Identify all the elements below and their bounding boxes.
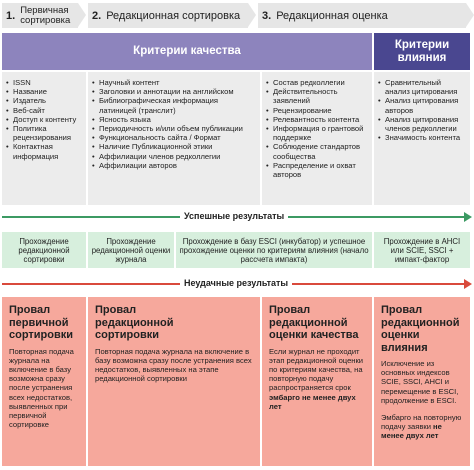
criteria-list-1: [6, 78, 82, 161]
impact-criteria-header: Критерии влияния: [374, 33, 470, 70]
failure-box-title: Провал редакционной сортировки: [95, 304, 174, 341]
criteria-item: • Заголовки и аннотации на английском: [92, 87, 256, 96]
criteria-item: • ISSN: [6, 78, 82, 87]
success-box-1: Прохождение редакционной сортировки: [2, 232, 86, 268]
criteria-list-4: [378, 78, 466, 142]
criteria-item: • Распределение и охват авторов: [266, 161, 368, 179]
failure-embargo-text: не менее двух лет: [381, 422, 442, 441]
step-1: [2, 3, 78, 28]
criteria-item: • Состав редколлегии: [266, 78, 368, 87]
failure-box-1: [2, 297, 86, 466]
step-3-label: Редакционная оценка: [276, 9, 388, 22]
criteria-item: • Аффилиации авторов: [92, 161, 256, 170]
criteria-column-1: [2, 72, 86, 205]
step-2: [88, 3, 248, 28]
criteria-item: • Значимость контента: [378, 133, 466, 142]
failure-box-title: Провал редакционной оценки влияния: [381, 304, 460, 354]
criteria-item: • Рецензирование: [266, 106, 368, 115]
failure-text-part: Эмбарго на повторную подачу заявки: [381, 413, 462, 432]
success-box-3: Прохождение в базу ESCI (инкубатор) и успешное прохождение оценки по критериям влияния (начало рассчета импакта): [176, 232, 372, 268]
criteria-item: • Издатель: [6, 96, 82, 105]
step-2-arrow: [248, 3, 256, 27]
criteria-item: • Доступ к контенту: [6, 115, 82, 124]
criteria-item: • Соблюдение стандартов сообщества: [266, 142, 368, 160]
step-1-label: Первичная сортировка: [20, 4, 71, 26]
failure-box-title: Провал редакционной оценки качества: [269, 304, 359, 341]
criteria-column-2: [88, 72, 260, 205]
failure-box-4: [374, 297, 470, 466]
quality-criteria-header: Критерии качества: [2, 33, 372, 70]
failure-text-part: Если журнал не проходит этап редакционной оценки по критериям качества, на повторную подачу распространяется срок: [269, 346, 364, 393]
success-box-2: Прохождение редакционной оценки журнала: [88, 232, 174, 268]
criteria-item: • Сравнительный анализ цитирования: [378, 78, 466, 96]
step-1-arrow: [78, 3, 86, 27]
failure-embargo-text: эмбарго не менее двух лет: [269, 392, 356, 411]
criteria-item: • Научный контент: [92, 78, 256, 87]
step-3: [258, 3, 466, 28]
step-3-arrow: [466, 3, 474, 27]
criteria-item: • Библиографическая информация латиницей (транслит): [92, 96, 256, 114]
criteria-item: • Действительность заявлений: [266, 87, 368, 105]
criteria-item: • Релевантность контента: [266, 115, 368, 124]
failure-box-text: Повторная подача журнала на включение в базу возможна сразу после устранения всех недостатков, выявленных на этапе редакционной сортировки: [95, 346, 252, 384]
success-title: Успешные результаты: [180, 211, 288, 221]
step-2-label: Редакционная сортировка: [106, 9, 241, 22]
step-3-number: 3.: [262, 9, 272, 22]
criteria-column-3: [262, 72, 372, 205]
criteria-item: • Наличие Публикационной этики: [92, 142, 256, 151]
failure-box-title: Провал первичной сортировки: [9, 304, 74, 341]
failure-box-text: Повторная подача журнала на включение в базу возможна сразу после устранения всех недостатков, выявленных при первичной сортировке: [9, 346, 74, 430]
criteria-item: • Контактная информация: [6, 142, 82, 160]
failure-arrow-icon: [464, 279, 472, 289]
step-1-number: 1.: [6, 9, 16, 22]
success-box-4: Прохождение в AHCI или SCIE, SSCI + импакт-фактор: [374, 232, 470, 268]
criteria-item: • Ясность языка: [92, 115, 256, 124]
criteria-item: • Аффилиации членов редколлегии: [92, 152, 256, 161]
criteria-item: • Информация о грантовой поддержке: [266, 124, 368, 142]
failure-box-text-2: [381, 413, 464, 441]
failure-title: Неудачные результаты: [180, 278, 292, 288]
criteria-list-2: [92, 78, 256, 170]
criteria-item: • Политика рецензирования: [6, 124, 82, 142]
criteria-item: • Название: [6, 87, 82, 96]
criteria-item: • Анализ цитирования членов редколлегии: [378, 115, 466, 133]
failure-box-2: [88, 297, 260, 466]
criteria-list-3: [266, 78, 368, 179]
criteria-item: • Веб-сайт: [6, 106, 82, 115]
criteria-item: • Периодичность и/или объем публикации: [92, 124, 256, 133]
criteria-column-4: [374, 72, 470, 205]
step-2-number: 2.: [92, 9, 102, 22]
failure-box-3: [262, 297, 372, 466]
failure-box-text: Исключение из основных индексов SCIE, SSCI, AHCI и перемещение в ESCI, продолжение в ESCI.: [381, 359, 459, 405]
success-arrow-icon: [464, 212, 472, 222]
failure-box-text: [269, 347, 366, 411]
criteria-item: • Функциональность сайта / Формат: [92, 133, 256, 142]
criteria-item: • Анализ цитирования авторов: [378, 96, 466, 114]
